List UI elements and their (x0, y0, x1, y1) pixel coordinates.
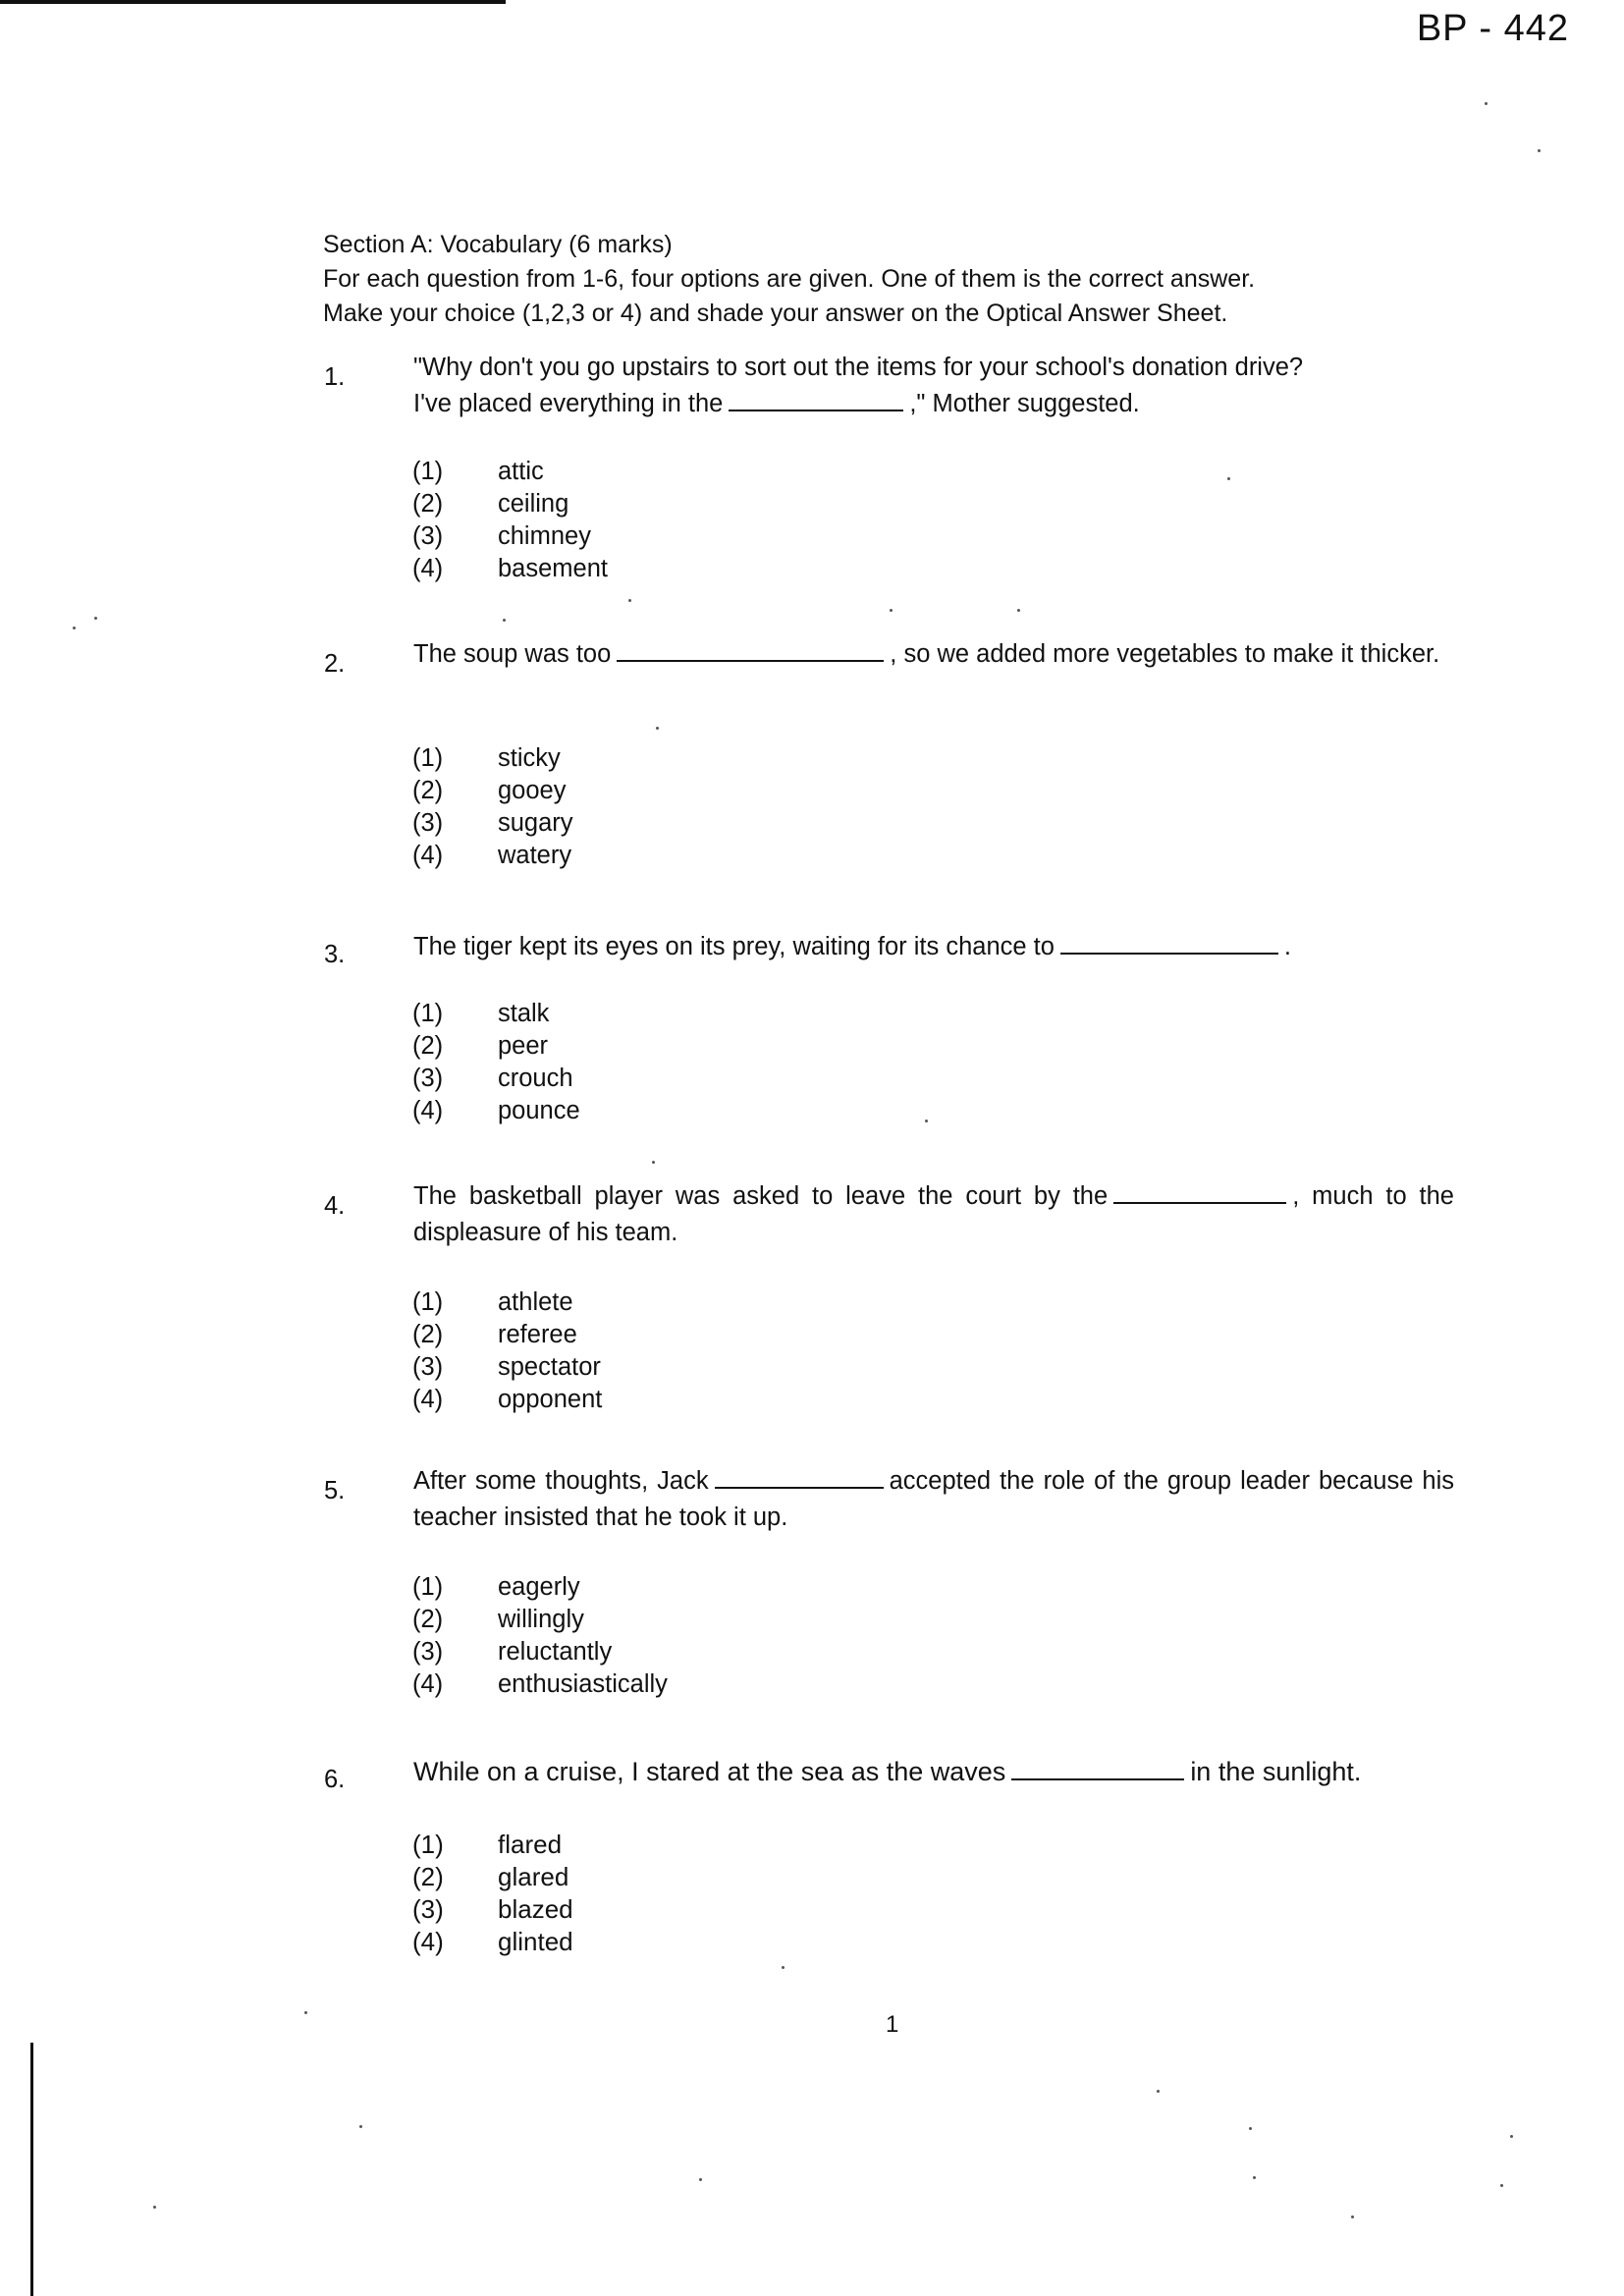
option-number: (3) (412, 1065, 444, 1092)
option-text: spectator (498, 1353, 601, 1381)
answer-blank (729, 388, 903, 411)
page-number: 1 (886, 2011, 899, 2038)
option-text: pounce (498, 1097, 580, 1124)
option-text: ceiling (498, 490, 569, 518)
scan-speck (628, 599, 631, 602)
scan-speck (153, 2206, 156, 2209)
option-text: flared (498, 1830, 563, 1859)
option-text: eagerly (498, 1573, 580, 1601)
question-text (413, 350, 1454, 422)
question-text (413, 1178, 1454, 1251)
question-number: 5. (324, 1477, 346, 1504)
option-text: watery (498, 842, 572, 869)
scan-speck (925, 1120, 928, 1122)
option-list (412, 456, 608, 585)
option-number: (1) (412, 1288, 444, 1316)
option-text: glared (498, 1862, 569, 1891)
option (412, 1926, 573, 1958)
scan-speck (1538, 149, 1541, 152)
option-number: (3) (412, 1353, 444, 1381)
option-text: basement (498, 555, 608, 582)
answer-blank (1011, 1757, 1184, 1780)
option-list (412, 1829, 573, 1958)
scan-speck (1485, 102, 1488, 105)
scan-speck (1351, 2215, 1354, 2218)
answer-blank (617, 638, 884, 662)
top-edge-rule (0, 0, 506, 4)
answer-blank (1060, 931, 1278, 955)
option-text: stalk (498, 1000, 550, 1027)
question-text-line: "Why don't you go upstairs to sort out the items for your school's donation drive? (413, 354, 1304, 381)
scan-speck (1227, 477, 1230, 480)
option (412, 1351, 602, 1384)
option (412, 1829, 573, 1861)
option-number: (4) (412, 1097, 444, 1124)
option-text: opponent (498, 1386, 603, 1413)
scan-speck (359, 2125, 362, 2128)
option-number: (3) (412, 1894, 444, 1924)
option (412, 1063, 580, 1095)
option-number: (1) (412, 458, 444, 485)
scan-speck (656, 727, 659, 730)
option-number: (4) (412, 842, 444, 869)
option (412, 807, 573, 840)
question-text-before: The basketball player was asked to leave the court by the (413, 1182, 1109, 1210)
option-list (412, 742, 573, 872)
question-number: 4. (324, 1192, 346, 1220)
section-header (323, 228, 1462, 331)
option-number: (3) (412, 1638, 444, 1666)
option-text: gooey (498, 777, 567, 804)
option-number: (4) (412, 1386, 444, 1413)
question-text-before: The tiger kept its eyes on its prey, waiting for its chance to (413, 933, 1055, 960)
option-text: sticky (498, 744, 561, 772)
option-text: crouch (498, 1065, 573, 1092)
question-text-before: While on a cruise, I stared at the sea as the waves (413, 1757, 1006, 1786)
option (412, 1030, 580, 1063)
answer-blank (1113, 1180, 1286, 1204)
option-list (412, 1571, 668, 1701)
page-code: BP - 442 (1416, 8, 1569, 49)
scan-speck (699, 2178, 702, 2181)
option (412, 1668, 668, 1701)
scan-speck (652, 1161, 655, 1164)
option (412, 742, 573, 775)
option-text: reluctantly (498, 1638, 613, 1666)
scan-speck (890, 609, 893, 612)
scan-speck (1510, 2135, 1513, 2138)
question-text-after: ," Mother suggested. (909, 390, 1140, 417)
option (412, 1604, 668, 1636)
scan-speck (94, 617, 97, 620)
option-number: (2) (412, 1321, 444, 1348)
section-title: Section A: Vocabulary (6 marks) (323, 231, 673, 258)
question-number: 3. (324, 941, 346, 968)
option (412, 1861, 573, 1893)
option (412, 998, 580, 1030)
option-number: (1) (412, 1000, 444, 1027)
scan-speck (1253, 2176, 1256, 2179)
option-number: (2) (412, 777, 444, 804)
scan-speck (782, 1966, 785, 1969)
question-text (413, 1463, 1454, 1536)
question-text (413, 636, 1454, 673)
question-number: 2. (324, 650, 346, 678)
instruction-line: For each question from 1-6, four options are given. One of them is the correct answer. (323, 265, 1256, 293)
question-text (413, 1754, 1454, 1790)
question-text-after: accepted the role of the group leader because his teacher insisted that he took it up. (413, 1467, 1454, 1531)
instruction-line: Make your choice (1,2,3 or 4) and shade your answer on the Optical Answer Sheet. (323, 300, 1228, 327)
option-text: glinted (498, 1927, 573, 1956)
question-text-before: After some thoughts, Jack (413, 1467, 709, 1495)
option (412, 1571, 668, 1604)
option-number: (3) (412, 809, 444, 837)
option-text: peer (498, 1032, 549, 1060)
option-number: (2) (412, 1862, 444, 1891)
question-text-after: . (1283, 933, 1292, 960)
question-text-before: I've placed everything in the (413, 390, 724, 417)
option (412, 456, 608, 488)
option (412, 840, 573, 872)
scan-speck (1500, 2184, 1503, 2187)
scan-speck (73, 627, 76, 629)
answer-blank (715, 1465, 884, 1489)
scan-speck (304, 2011, 307, 2014)
question-text-after: , so we added more vegetables to make it thicker. (890, 640, 1440, 668)
question-number: 6. (324, 1766, 346, 1793)
option-text: willingly (498, 1606, 584, 1633)
option-number: (1) (412, 1830, 444, 1859)
option-text: athlete (498, 1288, 573, 1316)
option-text: sugary (498, 809, 573, 837)
scan-speck (1017, 609, 1020, 612)
option (412, 1893, 573, 1926)
option (412, 1286, 602, 1319)
option-number: (2) (412, 1032, 444, 1060)
option-number: (2) (412, 1606, 444, 1633)
option-text: attic (498, 458, 544, 485)
question-text-before: The soup was too (413, 640, 612, 668)
question-text-after: , much to the displeasure of his team. (413, 1182, 1454, 1246)
option-number: (2) (412, 490, 444, 518)
option-text: chimney (498, 522, 591, 550)
question-number: 1. (324, 363, 346, 391)
option-number: (1) (412, 1573, 444, 1601)
scan-speck (503, 619, 506, 622)
option-list (412, 1286, 602, 1416)
option (412, 1319, 602, 1351)
option (412, 488, 608, 520)
option (412, 775, 573, 807)
question-text-after: in the sunlight. (1190, 1757, 1362, 1786)
option-number: (4) (412, 1670, 444, 1698)
option (412, 1384, 602, 1416)
question-text (413, 929, 1454, 965)
option-number: (4) (412, 555, 444, 582)
option (412, 553, 608, 585)
left-edge-rule (30, 2043, 33, 2296)
option (412, 520, 608, 553)
option-list (412, 998, 580, 1127)
scan-speck (1249, 2127, 1252, 2130)
scan-speck (1157, 2090, 1160, 2093)
option-text: enthusiastically (498, 1670, 668, 1698)
option-number: (3) (412, 522, 444, 550)
option (412, 1095, 580, 1127)
option-number: (4) (412, 1927, 444, 1956)
option (412, 1636, 668, 1668)
option-text: referee (498, 1321, 577, 1348)
option-text: blazed (498, 1894, 573, 1924)
option-number: (1) (412, 744, 444, 772)
